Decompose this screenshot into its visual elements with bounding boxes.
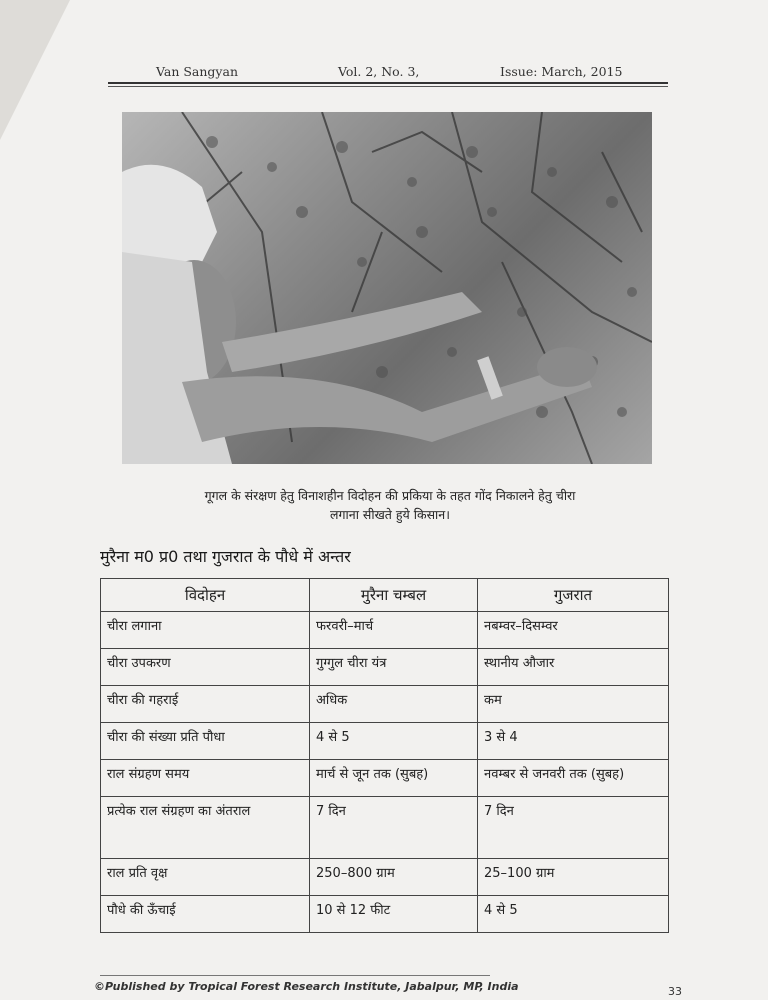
header-rule-thin: [108, 86, 668, 87]
table-cell: नबम्वर–दिसम्वर: [478, 612, 669, 649]
farmer-tapping-photo: [122, 112, 652, 464]
table-row: [101, 723, 669, 760]
table-cell: अधिक: [310, 686, 478, 723]
header-cell-morena: मुरैना चम्बल: [310, 579, 478, 612]
table-row: [101, 612, 669, 649]
caption-line-1: गूगल के संरक्षण हेतु विनाशहीन विदोहन की प्रकिया के तहत गोंद निकालने हेतु चीरा: [204, 488, 576, 503]
caption-line-2: लगाना सीखते हुये किसान।: [330, 507, 450, 522]
page-fold-shadow: [0, 0, 70, 140]
table-cell: 4 से 5: [310, 723, 478, 760]
header-cell-extraction: विदोहन: [101, 579, 310, 612]
table-cell: 4 से 5: [478, 896, 669, 933]
header-rule: [108, 82, 668, 84]
table-cell: चीरा की संख्या प्रति पौधा: [101, 723, 310, 760]
issue-date: Issue: March, 2015: [500, 64, 623, 79]
journal-name: Van Sangyan: [156, 64, 238, 79]
table-cell: गुग्गुल चीरा यंत्र: [310, 649, 478, 686]
table-cell: स्थानीय औजार: [478, 649, 669, 686]
figure-caption: [120, 486, 660, 524]
table-cell: मार्च से जून तक (सुबह): [310, 760, 478, 797]
table-header-row: [101, 579, 669, 612]
table-cell: कम: [478, 686, 669, 723]
table-row: [101, 686, 669, 723]
table-cell: 3 से 4: [478, 723, 669, 760]
running-header: [108, 64, 668, 84]
comparison-table: [100, 578, 669, 933]
table-row: [101, 649, 669, 686]
table-cell: फरवरी–मार्च: [310, 612, 478, 649]
table-cell: चीरा लगाना: [101, 612, 310, 649]
table-cell: प्रत्येक राल संग्रहण का अंतराल: [101, 797, 310, 859]
table-cell: पौधे की ऊँचाई: [101, 896, 310, 933]
table-cell: 25–100 ग्राम: [478, 859, 669, 896]
footer-rule: [100, 975, 490, 976]
table-row: [101, 797, 669, 859]
table-cell: राल संग्रहण समय: [101, 760, 310, 797]
page-number: 33: [668, 985, 682, 998]
photo-illustration: [122, 112, 652, 464]
table-row: [101, 859, 669, 896]
table-cell: 7 दिन: [478, 797, 669, 859]
table-cell: नवम्बर से जनवरी तक (सुबह): [478, 760, 669, 797]
table-cell: 7 दिन: [310, 797, 478, 859]
table-cell: 10 से 12 फीट: [310, 896, 478, 933]
table-cell: चीरा उपकरण: [101, 649, 310, 686]
table-cell: 250–800 ग्राम: [310, 859, 478, 896]
header-cell-gujarat: गुजरात: [478, 579, 669, 612]
section-title: मुरैना म0 प्र0 तथा गुजरात के पौधे में अन्तर: [100, 547, 351, 566]
table-row: [101, 896, 669, 933]
table-cell: राल प्रति वृक्ष: [101, 859, 310, 896]
table-cell: चीरा की गहराई: [101, 686, 310, 723]
volume-number: Vol. 2, No. 3,: [338, 64, 420, 79]
publisher-footer: ©Published by Tropical Forest Research Institute, Jabalpur, MP, India: [94, 980, 519, 993]
table-row: [101, 760, 669, 797]
